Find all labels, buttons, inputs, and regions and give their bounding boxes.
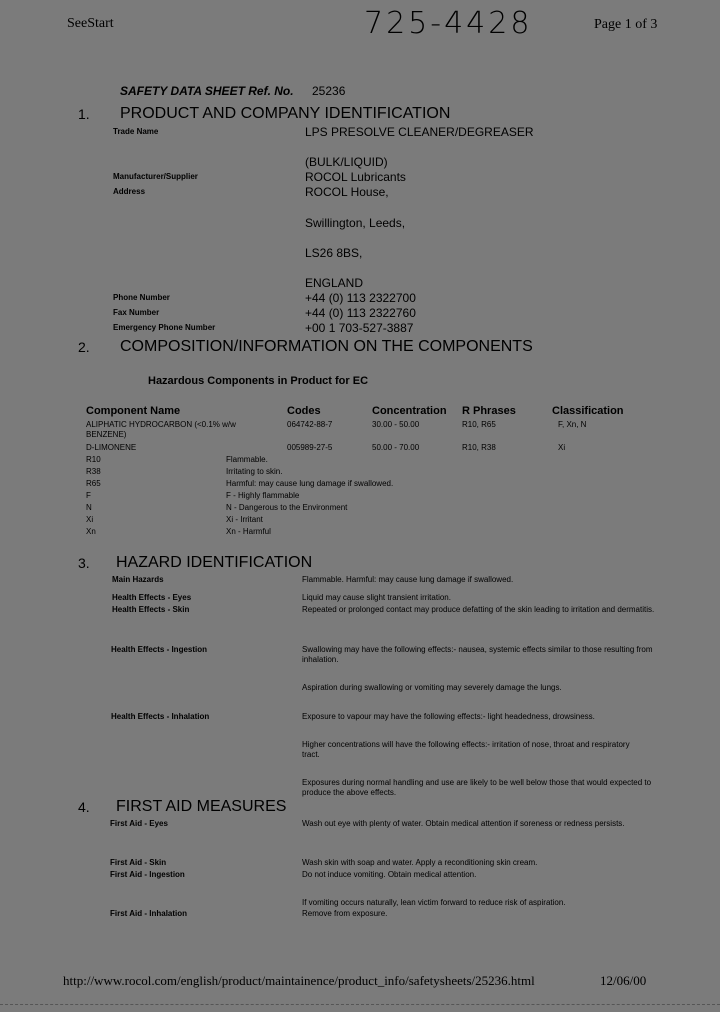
address-label: Address xyxy=(113,187,146,196)
phrase-code: R10 xyxy=(86,455,101,464)
trade-name: LPS PRESOLVE CLEANER/DEGREASER xyxy=(305,125,534,139)
address-line: ROCOL House, xyxy=(305,185,389,199)
footer-url: http://www.rocol.com/english/product/maintainence/product_info/safetysheets/25236.html xyxy=(63,973,535,988)
col-header-classification: Classification xyxy=(552,405,624,417)
handwritten-number: 725-4428 xyxy=(364,6,533,41)
component-concentration: 30.00 - 50.00 xyxy=(372,420,420,429)
first-aid-ingestion-vomiting: If vomiting occurs naturally, lean victim forward to reduce risk of aspiration. xyxy=(302,898,566,907)
section-1-number: 1. xyxy=(78,106,90,122)
address-line: Swillington, Leeds, xyxy=(305,216,406,230)
fax-number: +44 (0) 113 2322760 xyxy=(305,306,416,320)
phrase-text: Flammable. xyxy=(226,455,268,464)
first-aid-ingestion-label: First Aid - Ingestion xyxy=(110,870,185,879)
component-r-phrases: R10, R38 xyxy=(462,443,496,452)
inhalation-effects-label: Health Effects - Inhalation xyxy=(111,712,210,721)
first-aid-skin-label: First Aid - Skin xyxy=(110,858,167,867)
fax-label: Fax Number xyxy=(113,308,160,317)
skin-effects-label: Health Effects - Skin xyxy=(112,605,190,614)
phrase-text: Irritating to skin. xyxy=(226,467,283,476)
section-3-number: 3. xyxy=(78,555,90,571)
phrase-code: N xyxy=(86,503,92,512)
section-4-title: FIRST AID MEASURES xyxy=(116,798,287,815)
footer-divider xyxy=(0,1004,720,1005)
hazardous-components-subtitle: Hazardous Components in Product for EC xyxy=(148,375,369,387)
phrase-code: R38 xyxy=(86,467,101,476)
first-aid-ingestion: Do not induce vomiting. Obtain medical attention. xyxy=(302,870,477,879)
section-4-number: 4. xyxy=(78,799,90,815)
component-r-phrases: R10, R65 xyxy=(462,420,496,429)
phrase-text: N - Dangerous to the Environment xyxy=(226,503,348,512)
component-code: 005989-27-5 xyxy=(287,443,333,452)
main-hazards: Flammable. Harmful: may cause lung damage if swallowed. xyxy=(302,575,514,584)
eyes-effects-label: Health Effects - Eyes xyxy=(112,593,192,602)
emergency-label: Emergency Phone Number xyxy=(113,323,216,332)
header-left: SeeStart xyxy=(67,16,114,31)
inhalation-effects-normal: Exposures during normal handling and use are likely to be well below those that would expected to produce the above effects. xyxy=(302,778,652,797)
section-1-title: PRODUCT AND COMPANY IDENTIFICATION xyxy=(120,105,451,122)
section-3-title: HAZARD IDENTIFICATION xyxy=(116,554,313,571)
phrase-text: F - Highly flammable xyxy=(226,491,300,500)
first-aid-eyes: Wash out eye with plenty of water. Obtain medical attention if soreness or redness persists. xyxy=(302,819,625,828)
section-2-title: COMPOSITION/INFORMATION ON THE COMPONENTS xyxy=(120,338,533,355)
manufacturer-label: Manufacturer/Supplier xyxy=(113,172,198,181)
ingestion-effects: Swallowing may have the following effects:- nausea, systemic effects similar to those resulting from inhalation. xyxy=(302,645,653,664)
ingestion-effects-aspiration: Aspiration during swallowing or vomiting may severely damage the lungs. xyxy=(302,683,562,692)
trade-name-2: (BULK/LIQUID) xyxy=(305,155,388,169)
manufacturer: ROCOL Lubricants xyxy=(305,170,406,184)
inhalation-effects-high: Higher concentrations will have the following effects:- irritation of nose, throat and respiratory tract. xyxy=(302,740,630,759)
phrase-code: Xn xyxy=(86,527,96,536)
section-2-number: 2. xyxy=(78,339,90,355)
component-name: ALIPHATIC HYDROCARBON (<0.1% w/w xyxy=(86,420,236,429)
main-hazards-label: Main Hazards xyxy=(112,575,164,584)
phone-number: +44 (0) 113 2322700 xyxy=(305,291,416,305)
inhalation-effects: Exposure to vapour may have the following effects:- light headedness, drowsiness. xyxy=(302,712,595,721)
component-name: D-LIMONENE xyxy=(86,443,137,452)
col-header-concentration: Concentration xyxy=(372,405,447,417)
first-aid-inhalation: Remove from exposure. xyxy=(302,909,388,918)
component-name-cont: BENZENE) xyxy=(86,430,127,439)
phrase-code: Xi xyxy=(86,515,94,524)
skin-effects: Repeated or prolonged contact may produce defatting of the skin leading to irritation and dermatitis. xyxy=(302,605,655,614)
phrase-code: R65 xyxy=(86,479,101,488)
eyes-effects: Liquid may cause slight transient irritation. xyxy=(302,593,451,602)
phrase-code: F xyxy=(86,491,91,500)
component-code: 064742-88-7 xyxy=(287,420,333,429)
first-aid-eyes-label: First Aid - Eyes xyxy=(110,819,168,828)
ingestion-effects-label: Health Effects - Ingestion xyxy=(111,645,208,654)
col-header-component: Component Name xyxy=(86,405,181,417)
col-header-codes: Codes xyxy=(287,405,321,417)
component-classification: Xi xyxy=(558,443,566,452)
sds-ref-number: 25236 xyxy=(312,84,346,98)
component-classification: F, Xn, N xyxy=(558,420,587,429)
address-line: ENGLAND xyxy=(305,276,364,290)
page-indicator: Page 1 of 3 xyxy=(594,17,658,32)
component-concentration: 50.00 - 70.00 xyxy=(372,443,420,452)
first-aid-inhalation-label: First Aid - Inhalation xyxy=(110,909,188,918)
address-line: LS26 8BS, xyxy=(305,246,363,260)
first-aid-skin: Wash skin with soap and water. Apply a reconditioning skin cream. xyxy=(302,858,538,867)
col-header-r-phrases: R Phrases xyxy=(462,405,516,417)
phone-label: Phone Number xyxy=(113,293,170,302)
phrase-text: Xn - Harmful xyxy=(226,527,271,536)
trade-name-label: Trade Name xyxy=(113,127,159,136)
phrase-text: Harmful: may cause lung damage if swallowed. xyxy=(226,479,394,488)
phrase-text: Xi - Irritant xyxy=(226,515,263,524)
sds-ref-label: SAFETY DATA SHEET Ref. No. xyxy=(120,84,294,98)
footer-date: 12/06/00 xyxy=(600,973,647,988)
emergency-number: +00 1 703-527-3887 xyxy=(305,321,414,335)
